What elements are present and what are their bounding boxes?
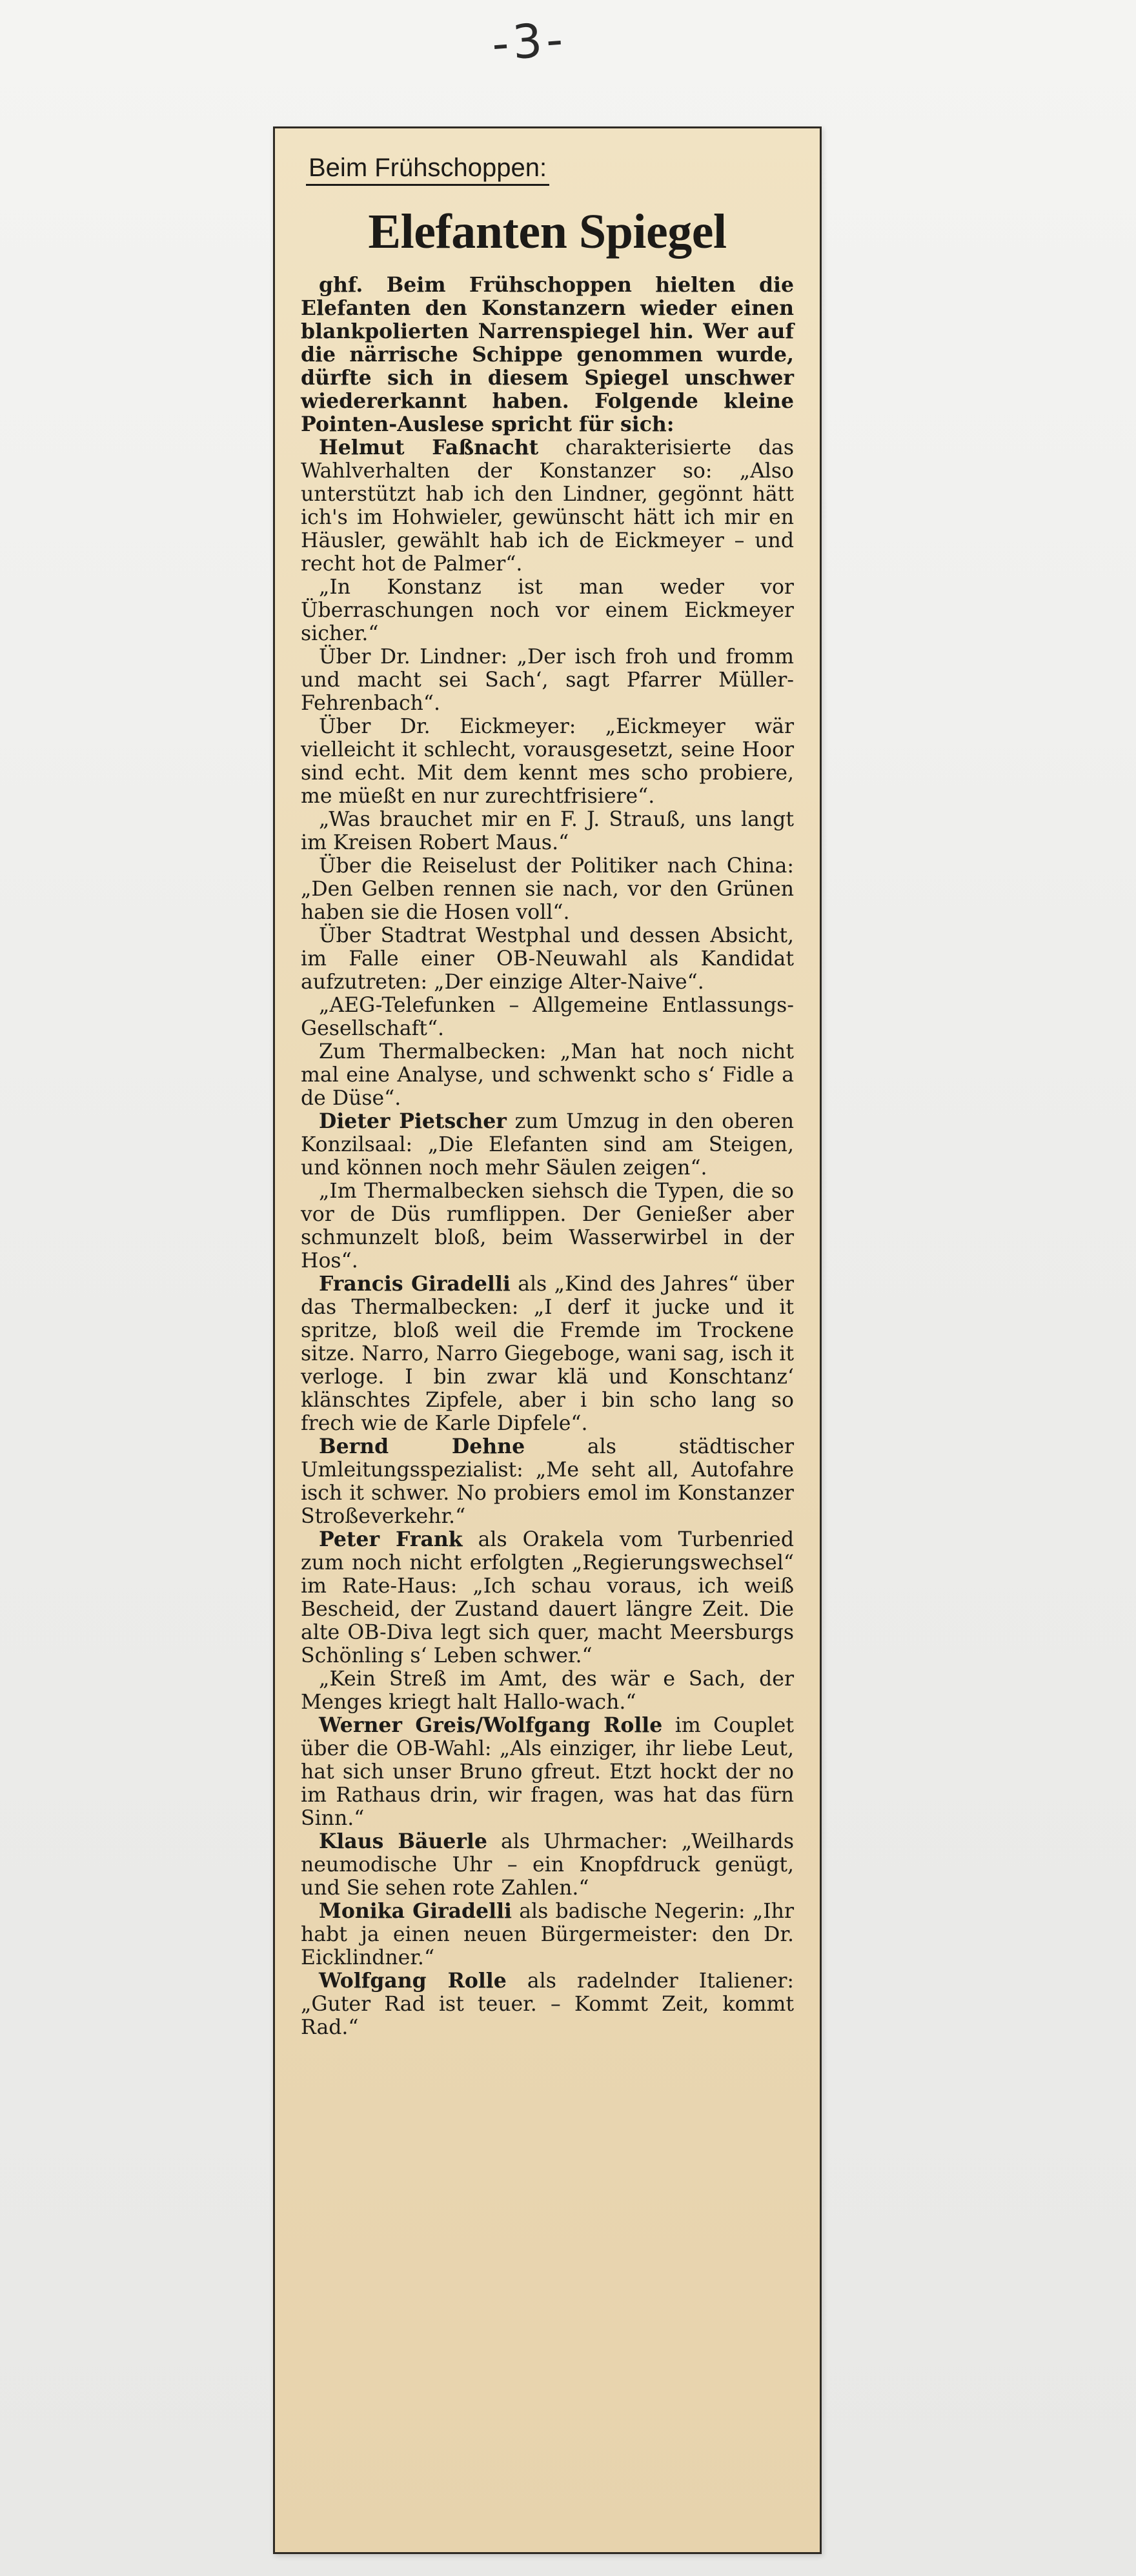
- speaker-name: Monika Giradelli: [319, 1899, 512, 1923]
- paragraph-text: als radelnder Italiener: „Guter Rad ist teuer. – Kommt Zeit, kommt Rad.“: [301, 1969, 795, 2039]
- speaker-name: Peter Frank: [319, 1527, 463, 1551]
- speaker-name: Bernd Dehne: [319, 1434, 525, 1458]
- paragraph-text: als städtischer Umleitungsspezialist: „Me seht all, Autofahre isch it schwer. No probiers emol im Konstanzer Stroßeverkehr.“: [301, 1435, 794, 1528]
- paragraph-text: Über Stadtrat Westphal und dessen Absicht, im Falle einer OB-Neuwahl als Kandidat aufzutreten: „Der einzige Alter-Naive“.: [301, 924, 794, 994]
- handwritten-page-number: -3-: [490, 12, 569, 71]
- paragraph-text: zum Umzug in den oberen Konzilsaal: „Die Elefanten sind am Steigen, und können noch mehr Säulen zeigen“.: [301, 1110, 794, 1180]
- article-paragraph: [301, 994, 794, 1040]
- article-paragraph: [301, 1435, 794, 1528]
- article-paragraph: [301, 1667, 794, 1714]
- article-paragraph: [301, 1528, 794, 1667]
- article-paragraph: [301, 1900, 794, 1969]
- article-paragraph: [301, 808, 794, 854]
- article-paragraph: [301, 1969, 794, 2039]
- speaker-name: Dieter Pietscher: [319, 1109, 507, 1133]
- paragraph-text: „AEG-Telefunken – Allgemeine Entlassungs-Gesellschaft“.: [301, 994, 794, 1040]
- article-paragraph: [301, 1273, 794, 1435]
- column-rubric: Beim Frühschoppen:: [306, 153, 549, 186]
- article-paragraph: [301, 1830, 794, 1900]
- article-paragraph: [301, 854, 794, 924]
- article-body: [301, 436, 794, 2039]
- newspaper-clipping: [273, 126, 822, 2554]
- paragraph-text: als Orakela vom Turbenried zum noch nicht erfolgten „Regierungswechsel“ im Rate-Haus: „Ich schau voraus, ich weiß Bescheid, der Zustand dauert längre Zeit. Die alte OB-Diva legt sich quer, macht Meersburgs Schönling s‘ Leben schwer.“: [301, 1528, 794, 1667]
- speaker-name: Werner Greis/Wolfgang Rolle: [319, 1713, 663, 1737]
- article-paragraph: [301, 645, 794, 715]
- paragraph-text: „In Konstanz ist man weder vor Überraschungen noch vor einem Eickmeyer sicher.“: [301, 576, 794, 645]
- article-paragraph: [301, 1714, 794, 1830]
- article-paragraph: [301, 715, 794, 808]
- paragraph-text: als „Kind des Jahres“ über das Thermalbecken: „I derf it jucke und it spritze, bloß weil die Fremde im Trockene sitze. Narro, Narro Giegeboge, wani sag, isch it verloge. I bin zwar klä und Konschtanz‘ klänschtes Zipfele, aber i bin scho lang so frech wie de Karle Dipfele“.: [301, 1273, 794, 1435]
- paragraph-text: „Im Thermalbecken siehsch die Typen, die so vor de Düs rumflippen. Der Genießer aber schmunzelt bloß, beim Wasserwirbel in der Hos“.: [301, 1180, 794, 1273]
- paragraph-text: als badische Negerin: „Ihr habt ja einen neuen Bürgermeister: den Dr. Eicklindner.“: [301, 1900, 795, 1969]
- article-paragraph: [301, 924, 794, 994]
- article-paragraph: [301, 1180, 794, 1273]
- paragraph-text: charakterisierte das Wahlverhalten der Konstanzer so: „Also unterstützt hab ich den Lindner, gegönnt hätt ich's im Hohwieler, gewünscht hätt ich mir en Häusler, gewählt hab ich de Eickmeyer – und recht hot de Palmer“.: [301, 436, 794, 576]
- paragraph-text: „Kein Streß im Amt, des wär e Sach, der Menges kriegt halt Hallo-wach.“: [301, 1667, 794, 1714]
- paragraph-text: im Couplet über die OB-Wahl: „Als einziger, ihr liebe Leut, hat sich unser Bruno gfreut. Etzt hockt der no im Rathaus drin, wir fragen, was hat das fürn Sinn.“: [301, 1714, 794, 1830]
- speaker-name: Klaus Bäuerle: [319, 1829, 487, 1853]
- speaker-name: Wolfgang Rolle: [319, 1969, 507, 1993]
- article-paragraph: [301, 1040, 794, 1110]
- speaker-name: Francis Giradelli: [319, 1272, 511, 1296]
- article-paragraph: [301, 436, 794, 576]
- article-paragraph: [301, 576, 794, 645]
- article-headline: Elefanten Spiegel: [368, 205, 727, 259]
- paragraph-text: Über die Reiselust der Politiker nach China: „Den Gelben rennen sie nach, vor den Grünen haben sie die Hosen voll“.: [301, 854, 794, 924]
- paragraph-text: Zum Thermalbecken: „Man hat noch nicht mal eine Analyse, und schwenkt scho s‘ Fidle a de Düse“.: [301, 1040, 794, 1110]
- speaker-name: Helmut Faßnacht: [319, 436, 539, 459]
- paragraph-text: als Uhrmacher: „Weilhards neumodische Uhr – ein Knopfdruck genügt, und Sie sehen rote Zahlen.“: [301, 1830, 794, 1900]
- article-paragraph: [301, 1110, 794, 1180]
- paragraph-text: Über Dr. Lindner: „Der isch froh und fromm und macht sei Sach‘, sagt Pfarrer Müller-Fehrenbach“.: [301, 645, 794, 715]
- article-lead: ghf. Beim Frühschoppen hielten die Elefanten den Konstanzern wieder einen blankpolierten Narrenspiegel hin. Wer auf die närrische Schippe genommen wurde, dürfte sich in diesem Spiegel unschwer wiedererkannt haben. Folgende kleine Pointen-Auslese spricht für sich:: [301, 273, 794, 436]
- paragraph-text: Über Dr. Eickmeyer: „Eickmeyer wär vielleicht it schlecht, vorausgesetzt, seine Hoor sind echt. Mit dem kennt mes scho probiere, me müeßt en nur zurechtfrisiere“.: [301, 715, 794, 808]
- paragraph-text: „Was brauchet mir en F. J. Strauß, uns langt im Kreisen Robert Maus.“: [301, 808, 794, 854]
